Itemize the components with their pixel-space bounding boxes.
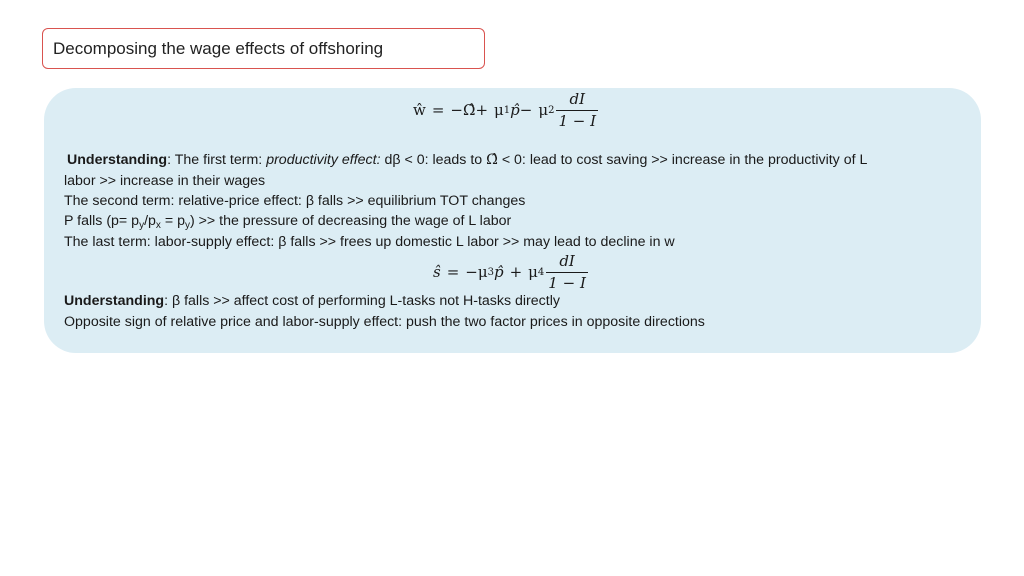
p2-text: : β falls >> affect cost of performing L-tasks not H-tasks directly [164, 293, 560, 309]
p1-text-c: < 0: lead to cost saving >> increase in the productivity of L [497, 152, 868, 168]
eq2-phat: p̂ [493, 263, 504, 281]
eq2-term1: −μ [465, 263, 488, 281]
p1-text-a: : The first term: [167, 152, 267, 168]
slide-title-box [42, 28, 485, 69]
eq1-equals: = [431, 101, 445, 119]
eq1-phat: p̂ [510, 101, 520, 119]
p1-text-b: dβ < 0: leads to [380, 152, 487, 168]
understanding-label-1: Understanding [67, 152, 168, 168]
eq1-lhs: ŵ [413, 101, 426, 119]
p1-line-3: The second term: relative-price effect: β falls >> equilibrium TOT changes [64, 193, 526, 209]
eq2-mu4-sub: 4 [537, 266, 545, 278]
eq2-equals: = [446, 263, 460, 281]
eq2-frac-den: 1 − I [548, 274, 586, 292]
eq2-mu4: μ [528, 263, 538, 281]
p1-line-5: The last term: labor-supply effect: β falls >> frees up domestic L labor >> may lead to decline in w [64, 234, 675, 250]
eq1-mu1: μ [494, 101, 504, 119]
eq2-mu3-sub: 3 [487, 266, 494, 278]
eq2-frac-num: dI [559, 252, 575, 270]
equation-wage [413, 90, 598, 130]
p1-line4-a: P falls (p= p [64, 213, 140, 229]
eq1-mu2-sub: 2 [548, 104, 555, 116]
p1-line4-b: /p [144, 213, 156, 229]
eq1-plus: + [475, 101, 489, 119]
eq1-fraction [556, 90, 598, 130]
p1-line4-c: = p [160, 213, 185, 229]
eq1-mu2: μ [538, 101, 549, 119]
eq1-frac-num: dI [569, 90, 585, 108]
understanding-label-2: Understanding [64, 293, 165, 309]
productivity-effect-label: productivity effect: [266, 152, 381, 168]
eq1-minus: − [519, 101, 533, 119]
p1-line4-sub1: y [139, 220, 145, 231]
omega-hat-symbol: Ω̂ [486, 152, 498, 168]
p1-line4-d: ) >> the pressure of decreasing the wage of L labor [189, 213, 512, 229]
eq2-lhs: ŝ [433, 263, 441, 281]
slide-title: Decomposing the wage effects of offshoring [53, 38, 384, 58]
eq1-term1: −Ω̂ [450, 101, 476, 119]
p1-line4-sub2: x [155, 220, 161, 231]
p2-line-2: Opposite sign of relative price and labor-supply effect: push the two factor prices in opposite directions [64, 314, 705, 330]
eq1-frac-den: 1 − I [558, 112, 597, 130]
eq1-mu1-sub: 1 [503, 104, 511, 116]
eq2-fraction [546, 252, 588, 292]
understanding-line-1 [67, 150, 867, 170]
equation-skill-wage [433, 252, 588, 292]
eq2-plus: + [509, 263, 523, 281]
p1-line-2: labor >> increase in their wages [64, 173, 266, 189]
understanding-line-2 [64, 291, 560, 311]
p1-line4-sub3: y [184, 220, 190, 231]
